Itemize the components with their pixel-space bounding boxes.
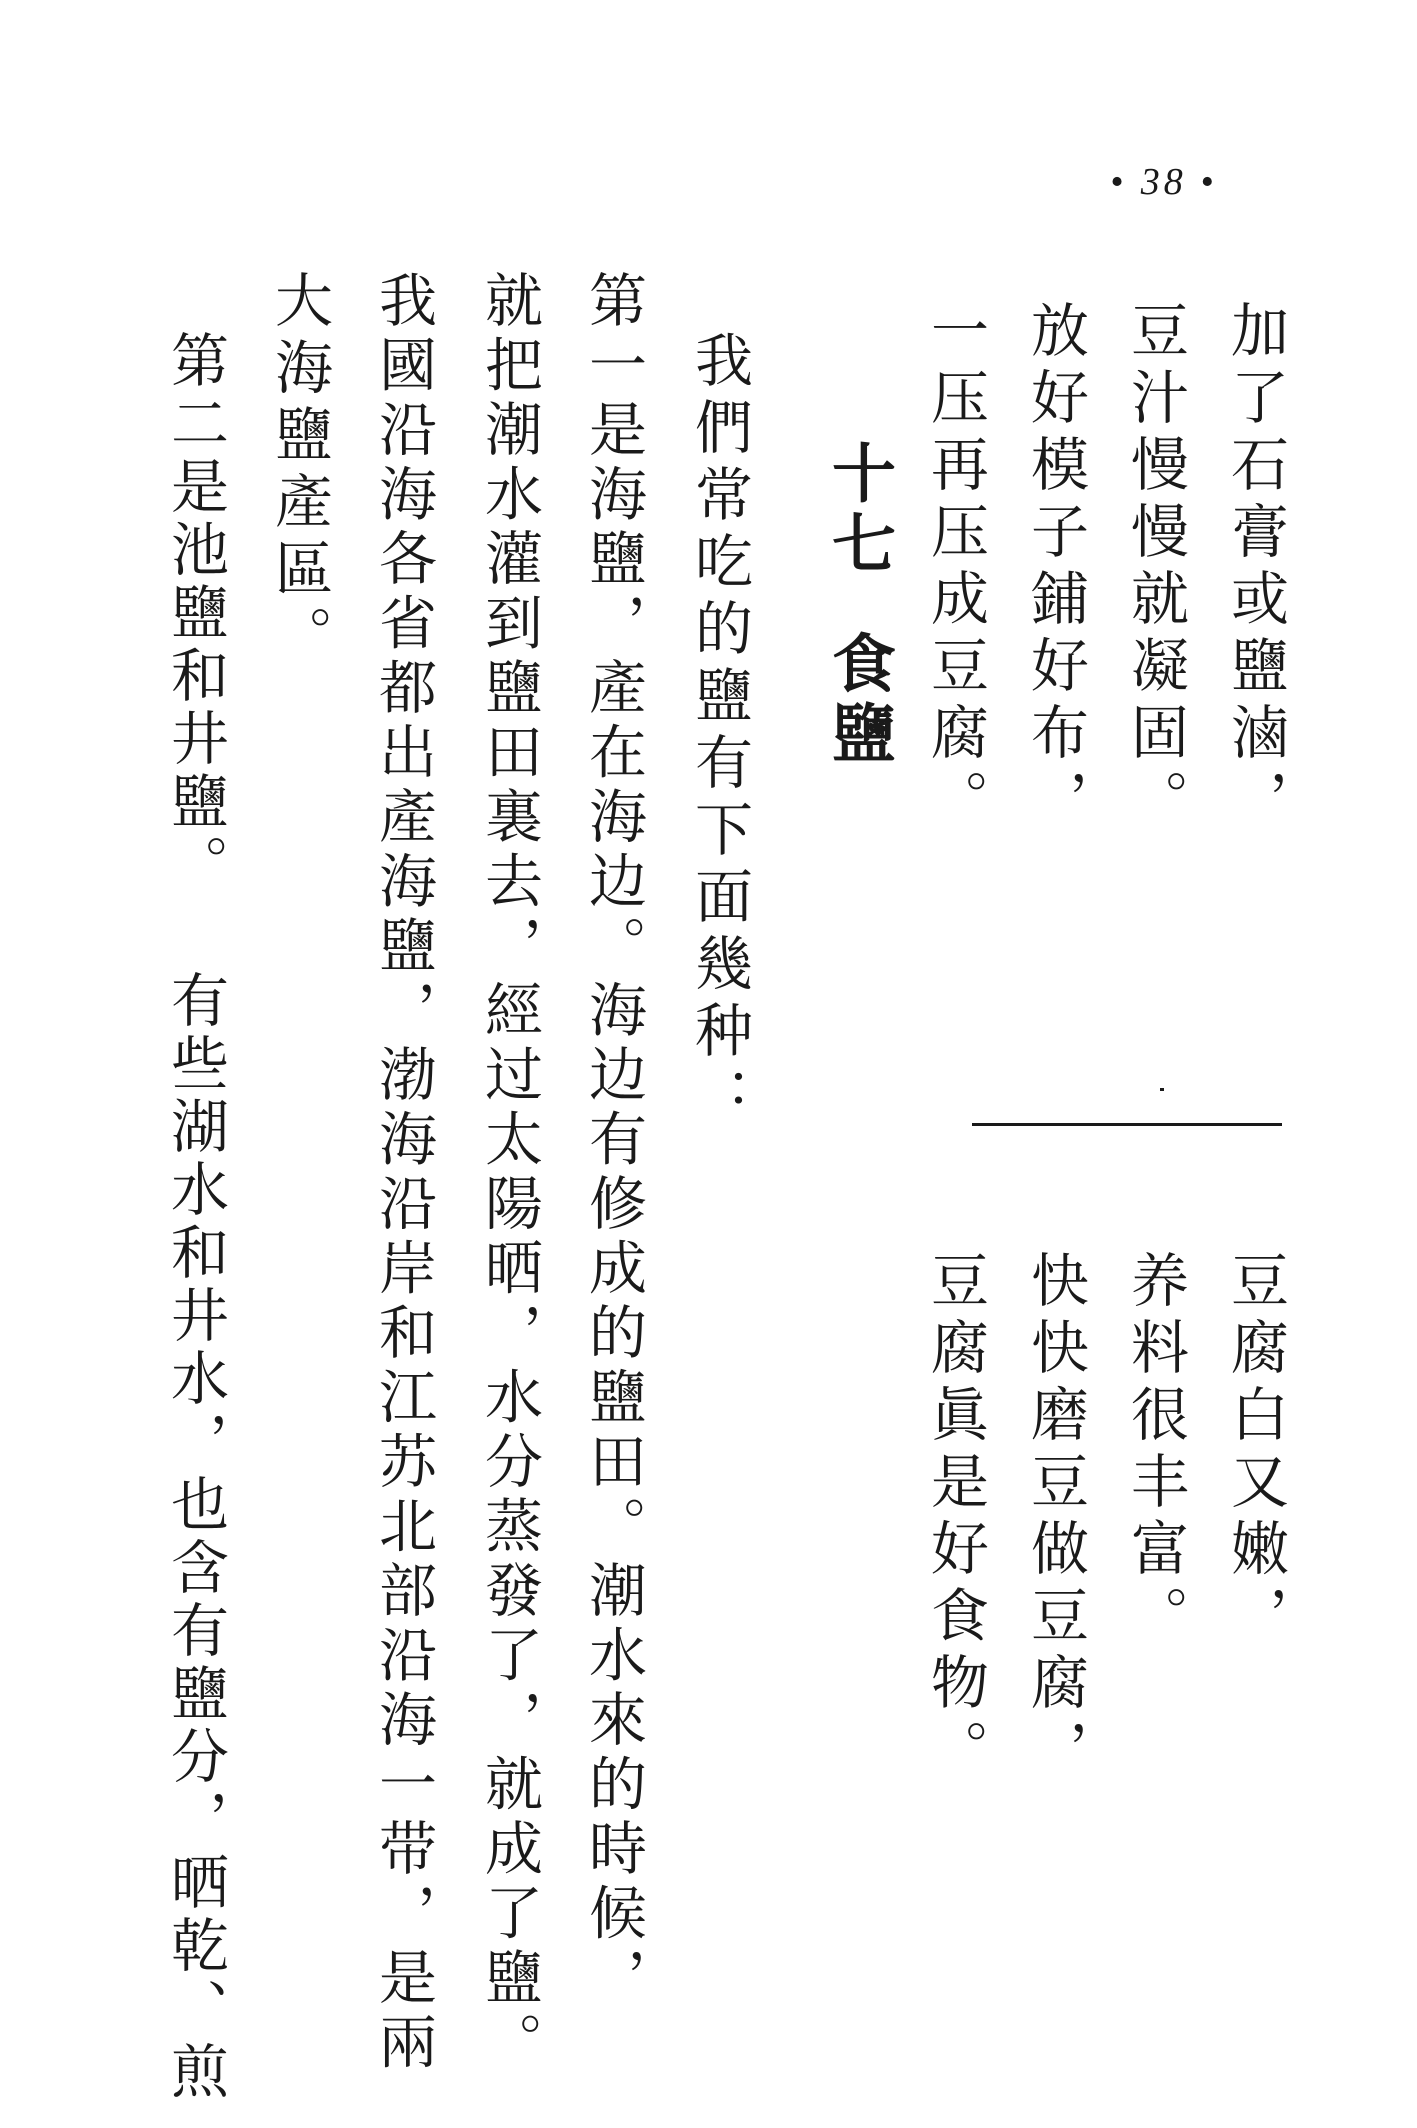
print-speck (1160, 1088, 1164, 1091)
poem-top-line-2: 豆汁慢慢就凝固。 (1121, 300, 1189, 836)
poem-bottom-line-1: 豆腐白又嫩， (1221, 1250, 1289, 1652)
poem-top-line-3: 放好模子鋪好布， (1021, 300, 1089, 836)
body-line-6: 第二是池鹽和井鹽。 有些湖水和井水，也含有鹽分，晒乾、煎 (161, 330, 229, 2104)
body-line-2: 第一是海鹽，產在海边。海边有修成的鹽田。潮水來的時候， (579, 270, 647, 2012)
body-line-5: 大海鹽產區。 (265, 270, 333, 672)
poem-bottom-line-2: 养料很丰富。 (1121, 1250, 1189, 1652)
poem-bottom-line-4: 豆腐眞是好食物。 (921, 1250, 989, 1786)
body-line-4: 我國沿海各省都出產海鹽，渤海沿岸和江苏北部沿海一带，是兩 (369, 270, 437, 2076)
page-number: • 38 • (1110, 161, 1218, 203)
body-line-3: 就把潮水灌到鹽田裏去，經过太陽晒，水分蒸發了，就成了鹽。 (475, 270, 543, 2076)
poem-top-line-1: 加了石膏或鹽滷， (1221, 300, 1289, 836)
body-line-1: 我們常吃的鹽有下面幾种： (685, 330, 753, 1134)
poem-top-line-4: 一压再压成豆腐。 (921, 300, 989, 836)
section-number: 十七 (821, 440, 896, 580)
poem-bottom-line-3: 快快磨豆做豆腐， (1021, 1250, 1089, 1786)
section-title: 食鹽 (821, 630, 896, 770)
poem-divider (972, 1123, 1282, 1126)
